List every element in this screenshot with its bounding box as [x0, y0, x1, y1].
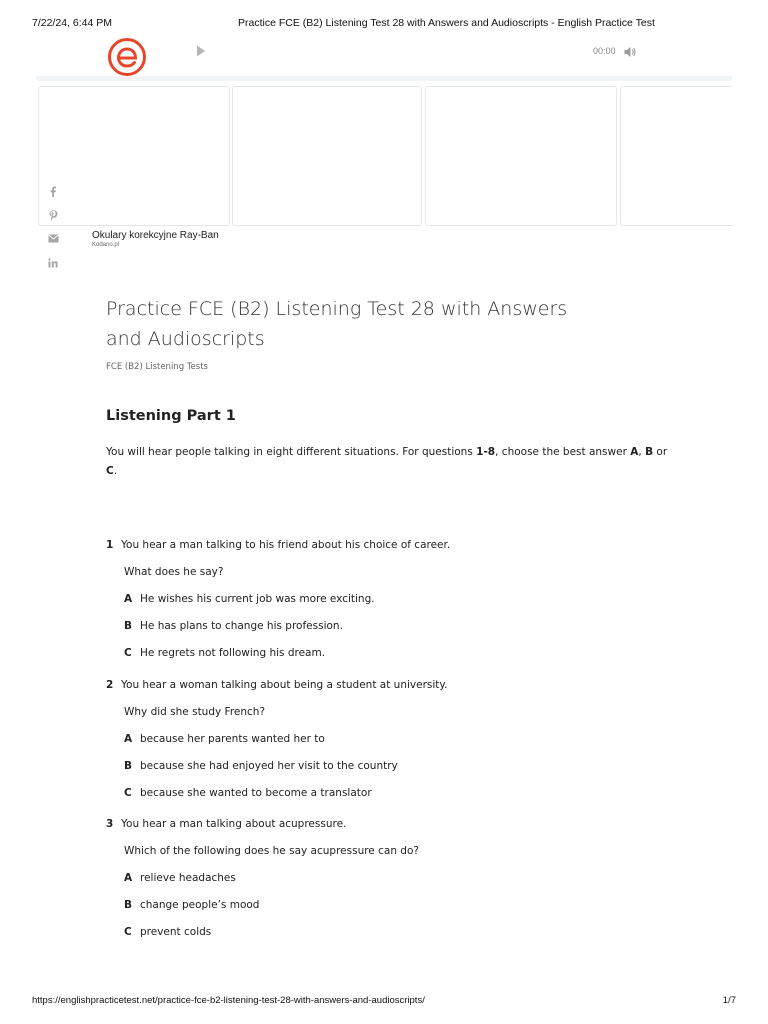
answer-option-b[interactable]	[106, 758, 666, 774]
option-text: because she wanted to become a translator	[140, 786, 372, 799]
option-letter: B	[124, 759, 133, 772]
ad-slot[interactable]	[38, 86, 230, 226]
question-prompt: Which of the following does he say acupressure can do?	[124, 845, 419, 857]
instructions-text: You will hear people talking in eight different situations. For questions	[106, 446, 477, 458]
audio-time: 00:00	[593, 46, 616, 56]
option-letter: C	[124, 926, 132, 938]
pinterest-icon	[49, 210, 58, 221]
email-icon	[48, 234, 59, 243]
category-link[interactable]: FCE (B2) Listening Tests	[106, 362, 208, 372]
answer-option-b[interactable]	[106, 618, 666, 634]
volume-button[interactable]	[624, 43, 636, 55]
option-text: because she had enjoyed her visit to the country	[140, 759, 398, 772]
question-situation-text: You hear a man talking to his friend about his choice of career.	[121, 539, 451, 551]
option-letter: B	[124, 899, 133, 911]
option-text: prevent colds	[140, 926, 212, 938]
instructions-letter: A	[630, 446, 639, 458]
answer-option-a[interactable]	[106, 870, 666, 886]
option-letter: A	[124, 593, 133, 605]
instructions-text: , choose the best answer	[495, 446, 631, 458]
option-text: He has plans to change his profession.	[140, 620, 343, 632]
question-situation	[106, 537, 666, 553]
answer-option-b[interactable]	[106, 897, 666, 913]
play-icon	[196, 45, 206, 57]
share-pinterest-button[interactable]	[46, 210, 60, 224]
print-datetime: 7/22/24, 6:44 PM	[32, 17, 112, 29]
instructions-text: ,	[638, 446, 646, 458]
answer-option-a[interactable]	[106, 591, 666, 607]
instructions-text: or	[653, 446, 668, 458]
option-text: He regrets not following his dream.	[140, 647, 326, 659]
question-number: 3	[106, 818, 114, 830]
volume-icon	[624, 46, 636, 58]
question-situation	[106, 816, 666, 832]
site-logo[interactable]	[107, 37, 147, 77]
page-number: 1/7	[722, 995, 736, 1006]
question-1	[106, 537, 666, 661]
question-prompt: Why did she study French?	[124, 705, 266, 718]
question-prompt: What does he say?	[124, 566, 224, 578]
answer-option-c[interactable]	[106, 645, 666, 661]
option-letter: A	[124, 732, 133, 745]
instructions-text: .	[113, 465, 118, 477]
instructions	[106, 443, 672, 481]
print-url: https://englishpracticetest.net/practice-fce-b2-listening-test-28-with-answers-and-audioscripts/	[32, 995, 425, 1006]
share-linkedin-button[interactable]	[46, 258, 60, 272]
answer-option-c[interactable]	[106, 924, 666, 940]
question-number: 1	[106, 539, 114, 551]
option-letter: B	[124, 620, 133, 632]
question-number: 2	[106, 678, 114, 691]
question-situation-text: You hear a man talking about acupressure.	[121, 818, 347, 830]
play-button[interactable]	[196, 42, 206, 54]
option-letter: A	[124, 872, 133, 884]
instructions-letter: C	[106, 465, 114, 477]
option-text: He wishes his current job was more exciting.	[140, 593, 375, 605]
ad-title[interactable]: Okulary korekcyjne Ray-Ban	[92, 230, 219, 241]
question-3	[106, 816, 666, 940]
share-email-button[interactable]	[46, 234, 60, 248]
header-divider	[36, 76, 732, 81]
question-situation	[106, 677, 666, 693]
answer-option-a[interactable]	[106, 731, 666, 747]
ad-slot[interactable]	[425, 86, 617, 226]
section-heading: Listening Part 1	[106, 408, 236, 424]
option-text: relieve headaches	[140, 872, 236, 884]
answer-option-c[interactable]	[106, 785, 666, 801]
print-header	[0, 17, 768, 31]
share-sidebar	[46, 186, 60, 282]
share-facebook-button[interactable]	[46, 186, 60, 200]
instructions-range: 1-8	[476, 446, 496, 458]
print-footer	[0, 995, 768, 1009]
instructions-letter: B	[645, 446, 654, 458]
option-text: change people’s mood	[140, 899, 260, 911]
question-2	[106, 677, 666, 801]
ad-slot[interactable]	[232, 86, 422, 226]
page-title: Practice FCE (B2) Listening Test 28 with Answers and Audioscripts	[106, 298, 568, 350]
ad-source: Kodano.pl	[92, 242, 120, 248]
option-letter: C	[124, 786, 132, 799]
option-letter: C	[124, 647, 132, 659]
ad-caption[interactable]	[92, 230, 219, 248]
linkedin-icon	[48, 258, 58, 268]
option-text: because her parents wanted her to	[140, 732, 325, 745]
facebook-icon	[50, 186, 56, 197]
ad-carousel	[36, 84, 732, 228]
print-document-title: Practice FCE (B2) Listening Test 28 with Answers and Audioscripts - English Practice Test	[238, 17, 655, 29]
question-list	[106, 537, 666, 956]
letter-e-logo-icon	[107, 37, 147, 77]
ad-slot[interactable]	[620, 86, 732, 226]
question-situation-text: You hear a woman talking about being a student at university.	[121, 678, 448, 691]
